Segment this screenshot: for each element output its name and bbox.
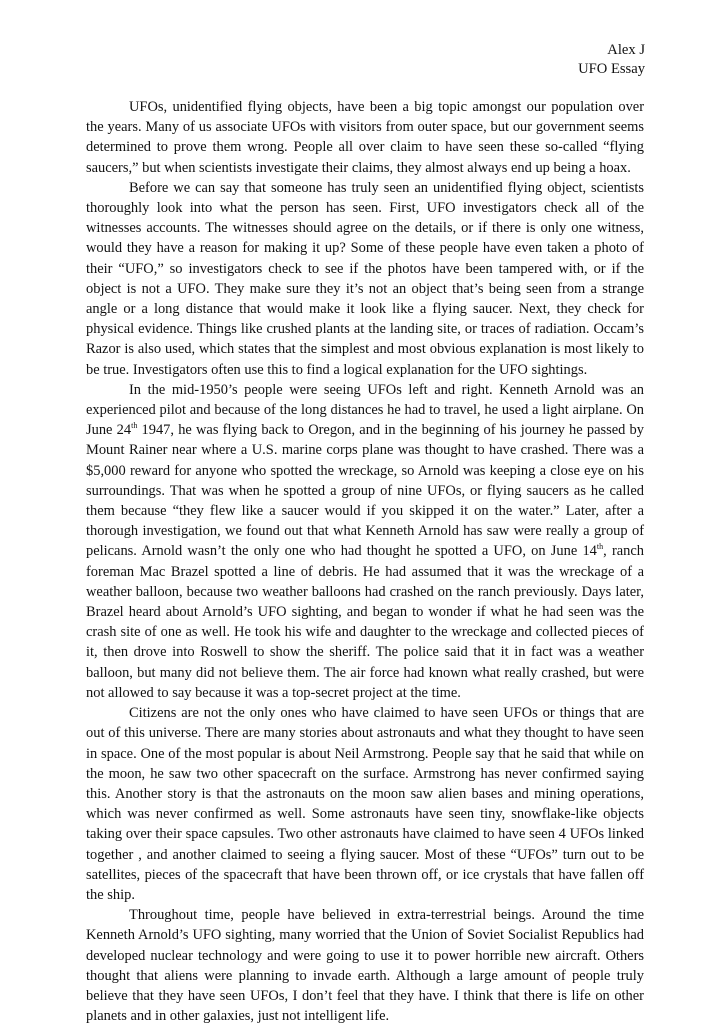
paragraph-investigation: Before we can say that someone has truly seen an unidentified flying object, scientists thoroughly look into what the person has seen. First, UFO investigators check all of the witnesses accounts. The witnesses should agree on the details, or if there is only one witness, would they have a reason for making it up? Some of these people have even taken a photo of their “UFO,” so investigators check to see if the photos have been tampered with, or if the object is not a UFO. They make sure they it’s not an object that’s being seen from a strange angle or a long distance that would make it look like a flying saucer. Next, they check for physical evidence. Things like crushed plants at the landing site, or traces of radiation. Occam’s Razor is also used, which states that the simplest and most obvious explanation is most likely to be true. Investigators often use this to find a logical explanation for the UFO sightings. (86, 179, 644, 378)
essay-title: UFO Essay (578, 61, 645, 77)
ordinal-suffix: th (131, 421, 138, 431)
paragraph-text-segment: 1947, he was flying back to Oregon, and in the beginning of his journey he passed by Mount Rainer near where a U.S. marine corps plane was thought to have crashed. There was a $5,000 reward for anyone who spotted the wreckage, so Arnold was keeping a close eye on his surroundings. That was when he spotted a group of nine UFOs, or flying saucers as he called them because “they flew like a saucer would if you skipped it on the water.” Later, after a thorough investigation, we found out that what Kenneth Arnold has saw were really a group of pelicans. Arnold wasn’t the only one who had thought he spotted a UFO, on June 14 (86, 422, 644, 560)
paragraph-text-segment: In the mid-1950’s people were seeing UFOs left and right. Kenneth Arnold was an experienced pilot and because of the long distances he had to travel, he used a light airplane. On June 24 (86, 381, 644, 439)
paragraph-sightings-1950s (86, 380, 644, 703)
paragraph-intro: UFOs, unidentified flying objects, have been a big topic amongst our population over the years. Many of us associate UFOs with visitors from outer space, but our government seems determined to prove them wrong. People all over claim to have seen these so-called “flying saucers,” but when scientists investigate their claims, they almost always end up being a hoax. (86, 99, 644, 176)
paragraph-astronauts: Citizens are not the only ones who have claimed to have seen UFOs or things that are out of this universe. There are many stories about astronauts and what they thought to have seen in space. One of the most popular is about Neil Armstrong. People say that he said that while on the moon, he saw two other spacecraft on the surface. Armstrong has never confirmed saying this. Another story is that the astronauts on the moon saw alien bases and mining operations, which was never confirmed as well. Some astronauts have seen tiny, snowflake-like objects taking over their space capsules. Two other astronauts have claimed to have seen 4 UFOs linked together , and another claimed to seeing a flying saucer. Most of these “UFOs” turn out to be satellites, pieces of the spacecraft that have been thrown off, or ice crystals that have fallen off the ship. (86, 705, 644, 903)
ordinal-suffix: th (596, 542, 604, 552)
essay-body (86, 97, 644, 1026)
header-block (86, 41, 645, 79)
paragraph-text-segment: , ranch foreman Mac Brazel spotted a line of debris. He had assumed that it was the wreckage of a weather balloon, because two weather balloons had crashed on the ranch previously. Days later, Brazel heard about Arnold’s UFO sighting, and began to wonder if what he had seen was the crash site of one as well. He took his wife and daughter to the wreckage and collected pieces of it, then drove into Roswell to show the sheriff. The police said that it in fact was a weather balloon, but many did not believe them. The air force had known what really crashed, but were not allowed to say because it was a top-secret project at the time. (86, 543, 645, 701)
author-name: Alex J (607, 42, 645, 58)
paragraph-conclusion: Throughout time, people have believed in extra-terrestrial beings. Around the time Kenneth Arnold’s UFO sighting, many worried that the Union of Soviet Socialist Republics had developed nuclear technology and were going to use it to power horrible new aircraft. Others thought that aliens were planning to invade earth. Although a large amount of people truly believe that they have seen UFOs, I don’t feel that they have. I think that there is life on other planets and in other galaxies, just not intelligent life. (86, 907, 644, 1025)
